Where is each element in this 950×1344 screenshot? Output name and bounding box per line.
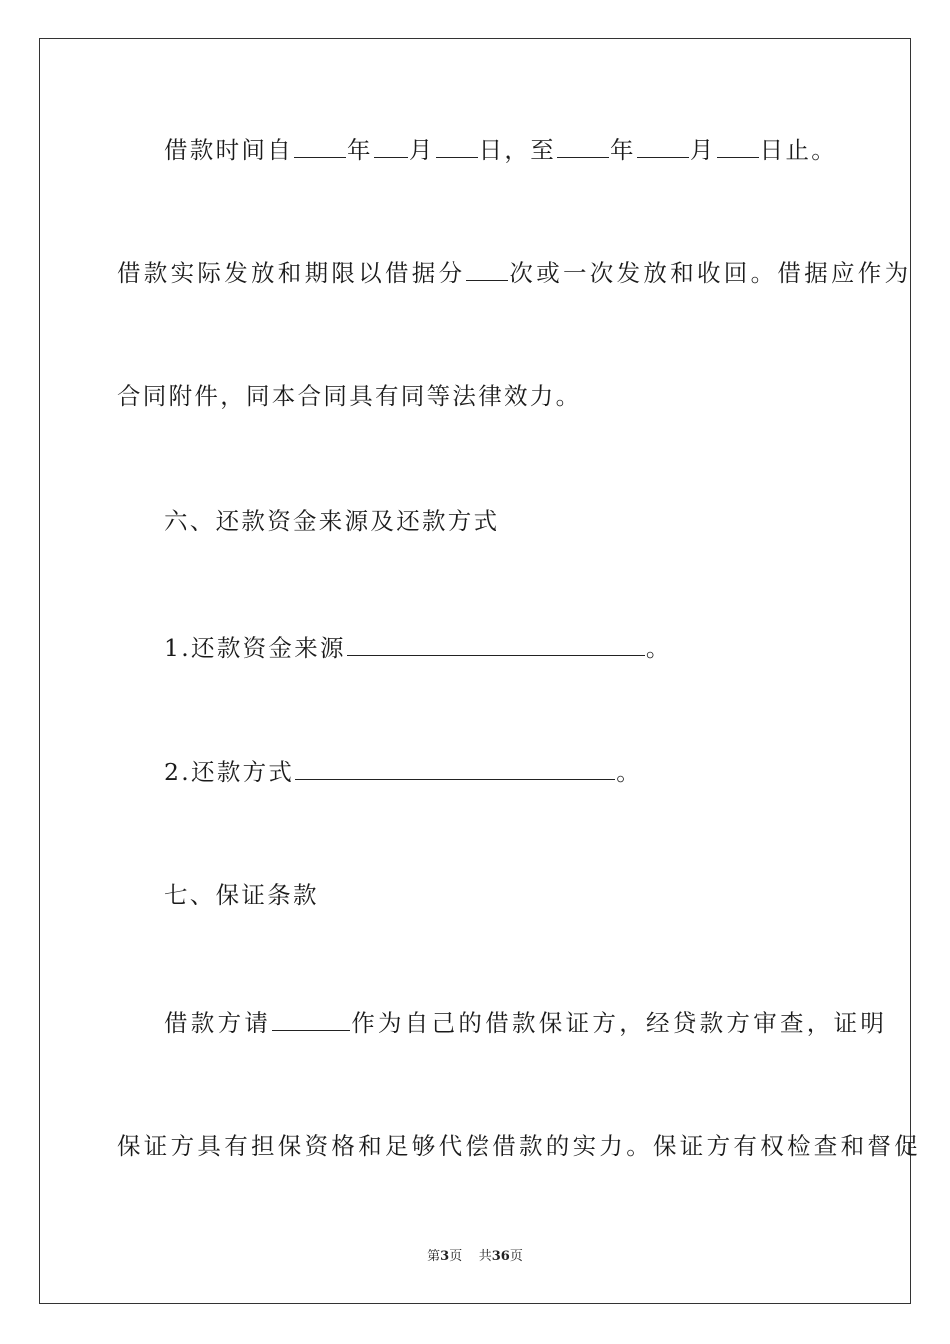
text-segment: 年 — [347, 136, 373, 164]
footer-page-number: 3 — [440, 1249, 450, 1264]
footer-page-suffix: 页 — [449, 1249, 463, 1264]
section-7-heading — [164, 879, 884, 911]
text-segment: 保证方具有担保资格和足够代偿借款的实力。保证方有权检查和督促 — [117, 1132, 921, 1160]
fill-in-blank-start-day[interactable] — [436, 137, 478, 158]
text-segment: 借款方请 — [164, 1009, 272, 1037]
footer-total-suffix: 页 — [509, 1249, 523, 1264]
text-segment: 作为自己的借款保证方，经贷款方审查，证明 — [351, 1009, 888, 1037]
text-segment: 1.还款资金来源 — [164, 634, 346, 662]
text-segment: 日，至 — [478, 136, 557, 164]
text-segment: 。 — [645, 634, 672, 662]
fill-in-blank-end-day[interactable] — [717, 137, 759, 158]
fill-in-blank-repayment-method[interactable] — [295, 759, 615, 780]
paragraph-disbursement-line-1 — [117, 257, 912, 289]
heading-text: 七、保证条款 — [164, 881, 319, 909]
page-footer — [0, 1248, 950, 1266]
fill-in-blank-start-month[interactable] — [374, 137, 408, 158]
text-segment: 合同附件，同本合同具有同等法律效力。 — [117, 382, 582, 410]
text-segment: 月 — [689, 136, 716, 164]
fill-in-blank-end-month[interactable] — [637, 137, 689, 158]
section-6-heading — [164, 505, 884, 537]
footer-total-pages: 36 — [491, 1249, 510, 1264]
footer-total-prefix: 共 — [478, 1249, 492, 1264]
text-segment: 年 — [610, 136, 636, 164]
page-border — [39, 38, 911, 1304]
fill-in-blank-end-year[interactable] — [557, 137, 609, 158]
paragraph-disbursement-line-2 — [117, 380, 837, 412]
paragraph-repayment-source — [164, 632, 884, 664]
paragraph-guarantee-line-2 — [117, 1130, 921, 1162]
text-segment: 。 — [616, 758, 643, 786]
paragraph-guarantee-line-1 — [164, 1007, 888, 1039]
paragraph-loan-period — [164, 134, 884, 166]
text-segment: 月 — [408, 136, 435, 164]
text-segment: 日止。 — [759, 136, 838, 164]
fill-in-blank-start-year[interactable] — [294, 137, 346, 158]
paragraph-repayment-method — [164, 756, 884, 788]
text-segment: 2.还款方式 — [164, 758, 295, 786]
text-segment: 次或一次发放和收回。借据应作为 — [509, 259, 912, 287]
text-segment: 借款实际发放和期限以借据分 — [117, 259, 466, 287]
fill-in-blank-disbursement-count[interactable] — [466, 260, 508, 281]
text-segment: 借款时间自 — [164, 136, 293, 164]
fill-in-blank-repayment-source[interactable] — [347, 635, 645, 656]
fill-in-blank-guarantor[interactable] — [272, 1010, 350, 1031]
heading-text: 六、还款资金来源及还款方式 — [164, 507, 500, 535]
footer-page-prefix: 第 — [427, 1249, 441, 1264]
